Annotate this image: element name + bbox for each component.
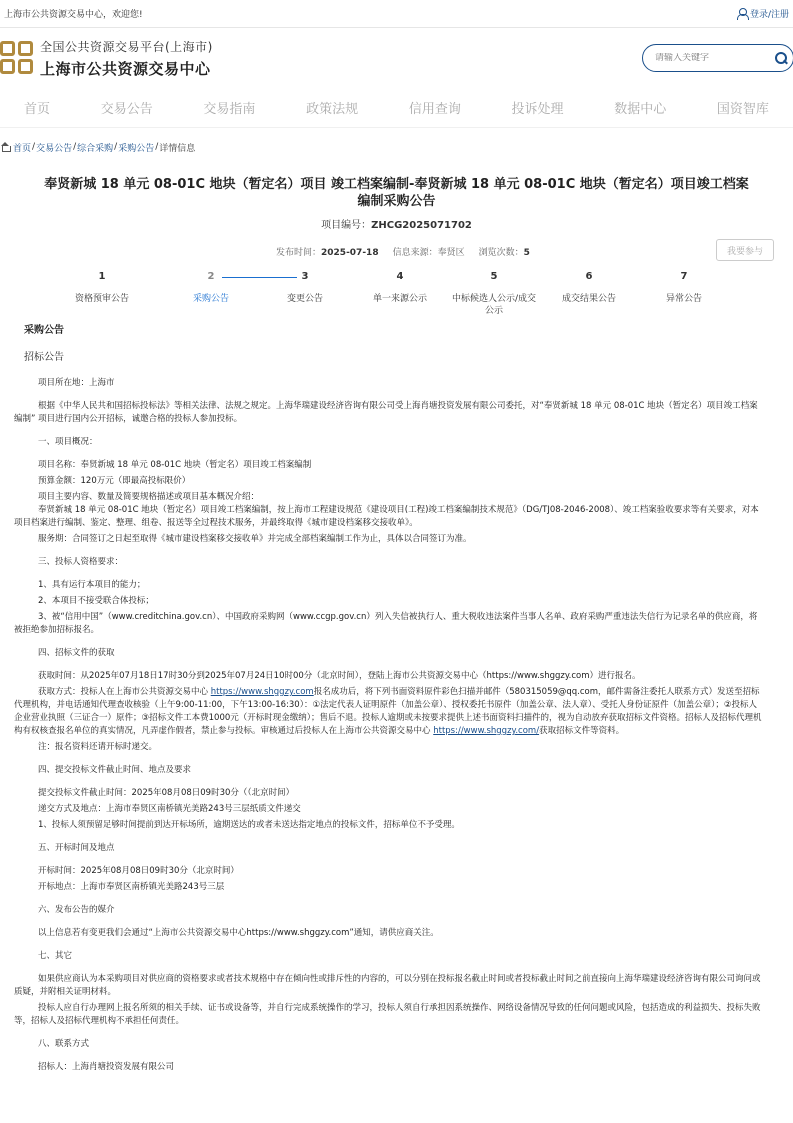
breadcrumb-trade-notices[interactable]: 交易公告 bbox=[36, 143, 73, 154]
budget: 预算金额：120万元（即最高投标限价） bbox=[38, 476, 191, 486]
sub-heading: 招标公告 bbox=[24, 352, 64, 363]
user-icon bbox=[737, 8, 747, 19]
page-title: 奉贤新城 18 单元 08-01C 地块（暂定名）项目 竣工档案编制-奉贤新城 18 单元 08-01C 地块（暂定名）项目竣工档案编制采购公告 bbox=[44, 177, 749, 209]
submission-address: 递交方式及地点：上海市奉贤区南桥镇光美路243号三层纸质文件递交 bbox=[38, 804, 301, 814]
view-count: 5 bbox=[523, 248, 530, 258]
heading-media: 六、发布公告的媒介 bbox=[38, 905, 115, 915]
nav-trade-guide[interactable]: 交易指南 bbox=[203, 102, 256, 117]
search-icon[interactable] bbox=[775, 52, 787, 64]
notice-body bbox=[0, 377, 793, 1074]
info-source: 奉贤区 bbox=[437, 248, 465, 258]
brand[interactable] bbox=[0, 38, 213, 79]
scope-title: 项目主要内容、数量及简要规格描述或项目基本概况介绍： bbox=[38, 492, 260, 502]
nav-complaints[interactable]: 投诉处理 bbox=[511, 102, 564, 117]
heading-qualification: 三、投标人资格要求： bbox=[38, 557, 124, 567]
nav-data-center[interactable]: 数据中心 bbox=[614, 102, 667, 117]
step-single-source[interactable]: 4 单一来源公示 bbox=[372, 271, 427, 304]
qualification-1: 1、具有运行本项目的能力； bbox=[38, 580, 146, 590]
center-name: 上海市公共资源交易中心 bbox=[40, 59, 211, 78]
search-input[interactable] bbox=[655, 53, 775, 63]
home-icon bbox=[0, 142, 11, 152]
step-change[interactable]: 3 变更公告 bbox=[286, 271, 323, 304]
note: 注：报名资料还请开标时递交。 bbox=[38, 742, 158, 752]
step-result[interactable]: 6 成交结果公告 bbox=[561, 271, 616, 304]
step-prequalification[interactable]: 1 资格预审公告 bbox=[74, 271, 129, 304]
step-candidate[interactable]: 5 中标候选人公示/成交公示 bbox=[451, 271, 537, 316]
breadcrumb-procurement[interactable]: 采购公告 bbox=[118, 143, 155, 154]
platform-name: 全国公共资源交易平台(上海市) bbox=[40, 39, 213, 54]
shggzy-link-2[interactable]: https://www.shggzy.com/ bbox=[433, 726, 540, 736]
heading-other: 七、其它 bbox=[38, 951, 73, 961]
deadline: 提交投标文件截止时间：2025年08月08日09时30分（（北京时间） bbox=[38, 788, 295, 798]
nav-policies[interactable]: 政策法规 bbox=[306, 102, 359, 117]
location: 项目所在地：上海市 bbox=[38, 378, 115, 388]
breadcrumb-current: 详情信息 bbox=[159, 143, 196, 154]
login-label: 登录/注册 bbox=[749, 10, 789, 20]
heading-contact: 八、联系方式 bbox=[38, 1039, 90, 1049]
meta-row bbox=[0, 239, 793, 265]
main-nav bbox=[0, 88, 793, 128]
site-logo-icon bbox=[0, 41, 34, 75]
top-bar bbox=[0, 0, 793, 28]
scope: 奉贤新城 18 单元 08-01C 地块（暂定名）项目竣工档案编制，按上海市工程建设规范《建设项目(工程)竣工档案编制技术规范》（DG/TJ08-2046-2008）、竣工档案验收要求等有关要求，对本项目档案进行编制、鉴定、整理、组卷、报送等全过程技术服务，并最终取得《城市建设档案移交接收单》。 bbox=[14, 505, 759, 528]
breadcrumb: 首页 / 交易公告 / 综合采购 / 采购公告 / 详情信息 bbox=[0, 136, 793, 158]
heading-opening: 五、开标时间及地点 bbox=[38, 843, 115, 853]
nav-credit-query[interactable]: 信用查询 bbox=[408, 102, 461, 117]
section-heading: 采购公告 bbox=[24, 325, 64, 336]
heading-overview: 一、项目概况： bbox=[38, 437, 98, 447]
step-abnormal[interactable]: 7 异常公告 bbox=[665, 271, 702, 304]
late-notice: 1、投标人须预留足够时间提前到达开标场所，逾期送达的或者未送达指定地点的投标文件，招标单位不予受理。 bbox=[38, 820, 460, 830]
other-2: 投标人应自行办理网上报名所须的相关手续、证书或设备等，并自行完成系统操作的学习，投标人须自行承担因系统操作、网络设备情况导致的任何问题或风险，包括造成的利益损失、投标失败等，招标人及招标代理机构不承担任何责任。 bbox=[14, 1003, 761, 1026]
heading-obtain: 四、招标文件的获取 bbox=[38, 648, 115, 658]
obtain-time: 获取时间：从2025年07月18日17时30分到2025年07月24日10时00分（北京时间），登陆上海市公共资源交易中心（https://www.shggzy.com）进行报名。 bbox=[38, 671, 641, 681]
search-box bbox=[642, 44, 793, 72]
nav-trade-notices[interactable]: 交易公告 bbox=[100, 102, 153, 117]
intro: 根据《中华人民共和国招标投标法》等相关法律、法规之规定。上海华瑞建设经济咨询有限公司受上海肖塘投资发展有限公司委托，对“奉贤新城 18 单元 08-01C 地块（暂定名）项目竣工档案编制” 项目进行国内公开招标，诚邀合格的投标人参加投标。 bbox=[14, 401, 758, 424]
step-procurement[interactable]: 2 采购公告 bbox=[192, 271, 229, 304]
contact-tenderer: 招标人：上海肖塘投资发展有限公司 bbox=[38, 1062, 175, 1072]
welcome-text: 上海市公共资源交易中心，欢迎您! bbox=[4, 10, 143, 20]
project-number: 项目编号：ZHCG2025071702 bbox=[321, 220, 472, 231]
service-period: 服务期：合同签订之日起至取得《城市建设档案移交接收单》并完成全部档案编制工作为止，具体以合同签订为准。 bbox=[38, 534, 472, 544]
project-name: 项目名称：奉贤新城 18 单元 08-01C 地块（暂定名）项目竣工档案编制 bbox=[38, 460, 312, 470]
publish-date: 2025-07-18 bbox=[321, 248, 379, 258]
obtain-method: 获取方式：投标人在上海市公共资源交易中心 https://www.shggzy.com报名成功后，将下列书面资料原件彩色扫描并邮件（580315059@qq.com，邮件需备注委托人联系方式）发送至招标代理机构，并电话通知代理查收核验（上午9:00-11:00，下午13:00-16:30）：①法定代表人证明原件（加盖公章）、授权委托书原件（加盖公章、法人章）、受托人身份证原件（加盖公章）；②投标人企业营业执照（三证合一）原件；③招标文件工本费1000元（开标时现金缴纳）；售后不退。投标人逾期或未按要求提供上述书面资料扫描件的，视为自动放弃获取招标文件资格。招标人及招标代理机构有权核查报名单位的真实情况，凡弄虚作假者，禁止参与投标。审核通过后投标人在上海市公共资源交易中心 https://www.shggzy.com/获取招标文件等资料。 bbox=[14, 687, 762, 736]
process-steps bbox=[0, 271, 793, 321]
opening-place: 开标地点：上海市奉贤区南桥镇光美路243号三层 bbox=[38, 882, 225, 892]
join-button[interactable]: 我要参与 bbox=[716, 239, 774, 261]
qualification-2: 2、本项目不接受联合体投标； bbox=[38, 596, 154, 606]
qualification-3: 3、被“信用中国”（www.creditchina.gov.cn）、中国政府采购网（www.ccgp.gov.cn）列入失信被执行人、重大税收违法案件当事人名单、政府采购严重违法失信行为记录名单的供应商，将被拒绝参加招标报名。 bbox=[14, 612, 758, 635]
media: 以上信息若有变更我们会通过“上海市公共资源交易中心https://www.shggzy.com”通知，请供应商关注。 bbox=[38, 928, 439, 938]
login-link[interactable] bbox=[737, 7, 789, 20]
site-header bbox=[0, 28, 793, 88]
heading-submission: 四、提交投标文件截止时间、地点及要求 bbox=[38, 765, 192, 775]
nav-home[interactable]: 首页 bbox=[24, 102, 51, 117]
breadcrumb-home[interactable]: 首页 bbox=[13, 143, 32, 154]
shggzy-link[interactable]: https://www.shggzy.com bbox=[210, 687, 314, 697]
other-1: 如果供应商认为本采购项目对供应商的资格要求或者技术规格中存在倾向性或排斥性的内容的，可以分别在投标报名截止时间或者投标截止时间之前直接向上海华瑞建设经济咨询有限公司询问或质疑，并附相关证明材料。 bbox=[14, 974, 761, 997]
nav-think-tank[interactable]: 国资智库 bbox=[716, 102, 769, 117]
notice-meta: 发布时间：2025-07-18 信息来源：奉贤区 浏览次数：5 bbox=[276, 248, 530, 258]
breadcrumb-comprehensive[interactable]: 综合采购 bbox=[77, 143, 114, 154]
opening-time: 开标时间：2025年08月08日09时30分（北京时间） bbox=[38, 866, 239, 876]
